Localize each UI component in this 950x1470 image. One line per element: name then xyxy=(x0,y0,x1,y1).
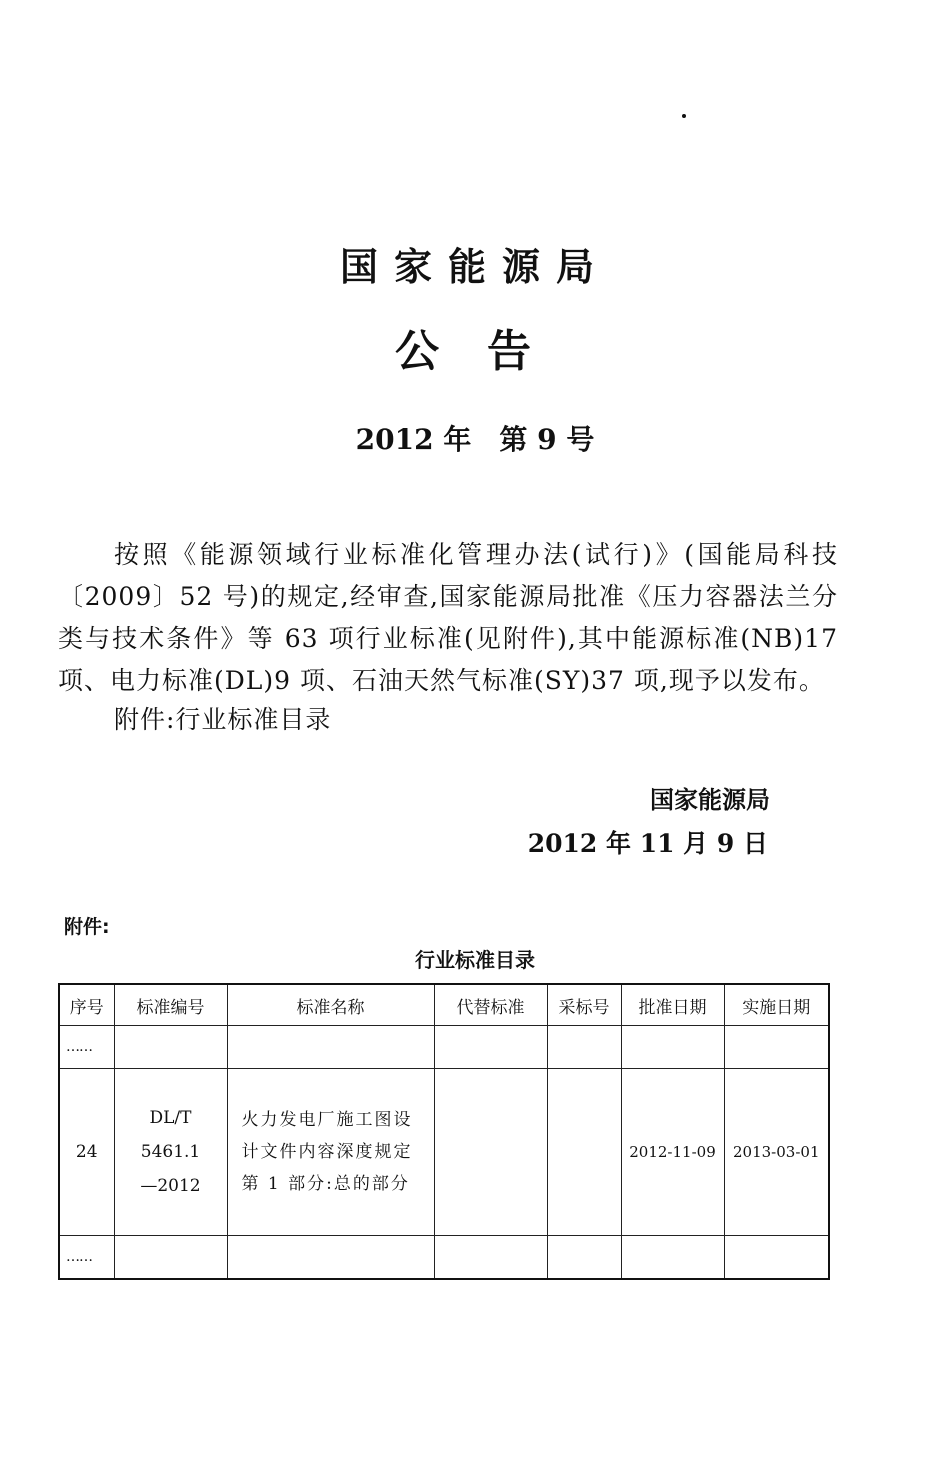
empty-cell xyxy=(724,1026,829,1069)
name-cell: 火力发电厂施工图设计文件内容深度规定 第 1 部分:总的部分 xyxy=(227,1069,434,1236)
standards-table xyxy=(58,983,830,1280)
issuer-signature: 国家能源局 xyxy=(650,786,770,814)
seq-cell: 24 xyxy=(59,1069,114,1236)
effective-date: 2013-03-01 xyxy=(733,1143,820,1161)
column-header-adopted: 采标号 xyxy=(547,984,621,1026)
table-header-row xyxy=(59,984,829,1026)
approved-date: 2012-11-09 xyxy=(629,1143,716,1161)
column-header-effective: 实施日期 xyxy=(724,984,829,1026)
table-row-ellipsis-top xyxy=(59,1026,829,1069)
column-header-code: 标准编号 xyxy=(114,984,227,1026)
ellipsis-cell: …… xyxy=(59,1026,114,1069)
empty-cell xyxy=(434,1026,547,1069)
empty-cell xyxy=(547,1236,621,1280)
signature-date: 2012 年 11 月 9 日 xyxy=(527,829,768,858)
code-line: 5461.1 xyxy=(140,1142,201,1162)
announcement-paragraph: 按照《能源领域行业标准化管理办法(试行)》(国能局科技〔2009〕52 号)的规定,经审查,国家能源局批准《压力容器法兰分类与技术条件》等 63 项行业标准(见附件),其中能源标准(NB)17 项、电力标准(DL)9 项、石油天然气标准(SY)37 项,现予以发布。 xyxy=(58,540,838,695)
code-cell xyxy=(114,1069,227,1236)
empty-cell xyxy=(227,1236,434,1280)
empty-cell xyxy=(547,1026,621,1069)
approved-date-cell xyxy=(621,1069,724,1236)
attachment-reference: 附件:行业标准目录 xyxy=(114,705,332,734)
notice-title: 公告 xyxy=(395,326,579,377)
issue-number: 2012 年 第 9 号 xyxy=(355,423,595,456)
code-line: —2012 xyxy=(140,1176,201,1196)
adopted-cell xyxy=(547,1069,621,1236)
code-line: DL/T xyxy=(149,1108,192,1128)
column-header-approved: 批准日期 xyxy=(621,984,724,1026)
empty-cell xyxy=(114,1026,227,1069)
column-header-seq: 序号 xyxy=(59,984,114,1026)
table-row-ellipsis-bottom xyxy=(59,1236,829,1280)
scan-speck xyxy=(682,114,686,118)
empty-cell xyxy=(621,1026,724,1069)
replaces-cell xyxy=(434,1069,547,1236)
attachment-label: 附件: xyxy=(64,916,110,938)
empty-cell xyxy=(114,1236,227,1280)
empty-cell xyxy=(434,1236,547,1280)
empty-cell xyxy=(621,1236,724,1280)
empty-cell xyxy=(227,1026,434,1069)
effective-date-cell xyxy=(724,1069,829,1236)
table-title: 行业标准目录 xyxy=(415,948,535,972)
empty-cell xyxy=(724,1236,829,1280)
table-row xyxy=(59,1069,829,1236)
agency-title: 国家能源局 xyxy=(339,245,610,289)
column-header-name: 标准名称 xyxy=(227,984,434,1026)
column-header-replaces: 代替标准 xyxy=(434,984,547,1026)
ellipsis-cell: …… xyxy=(59,1236,114,1280)
